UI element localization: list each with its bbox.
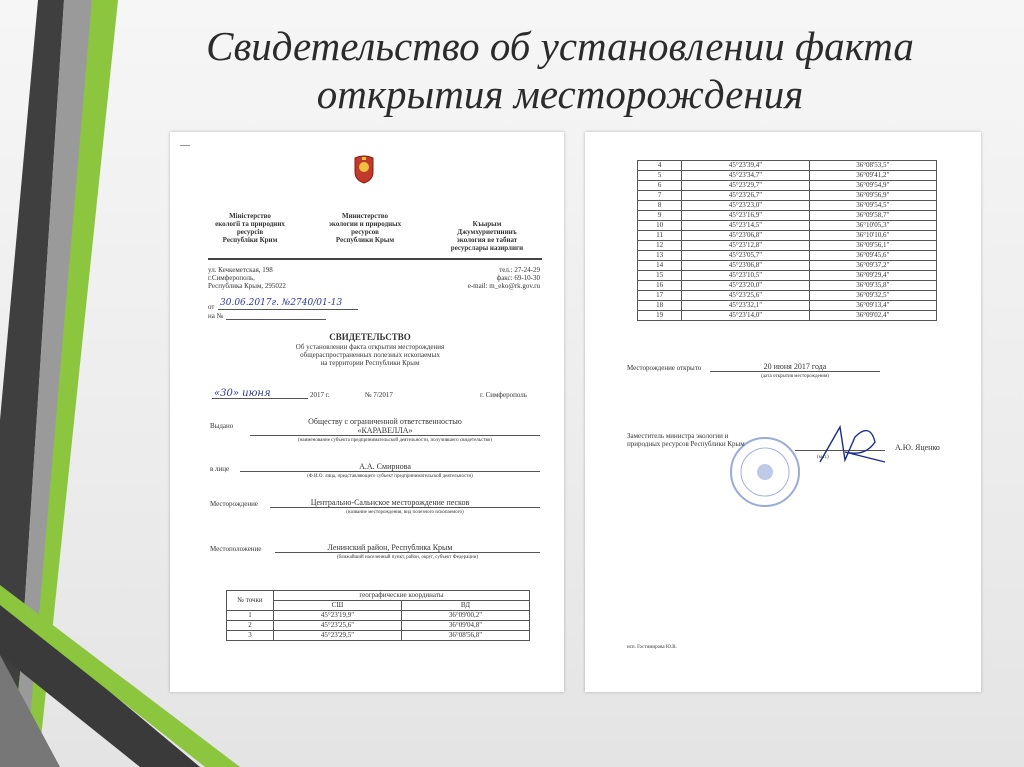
table-row bbox=[227, 611, 530, 621]
document-page-1 bbox=[170, 132, 564, 692]
table-header-row bbox=[227, 591, 530, 601]
cell-n: 17 bbox=[638, 291, 682, 301]
ref-label-na: на № bbox=[208, 312, 224, 320]
table-row bbox=[638, 251, 937, 261]
table-row bbox=[638, 271, 937, 281]
table-row bbox=[638, 231, 937, 241]
ministry-ua-l4: Республіки Крим bbox=[222, 236, 278, 244]
cell-lon: 36°09'54,9" bbox=[809, 181, 936, 191]
ministry-ua-l2: екології та природних bbox=[215, 220, 285, 228]
table-row bbox=[638, 301, 937, 311]
cell-lat: 45°23'05,7" bbox=[682, 251, 809, 261]
person-label: в лице bbox=[210, 465, 230, 473]
cell-lon: 36°09'29,4" bbox=[809, 271, 936, 281]
crimea-emblem-icon bbox=[353, 154, 375, 184]
ministry-ru-l1: Министерство bbox=[341, 212, 389, 220]
location-value: Ленинский район, Республика Крым bbox=[327, 543, 453, 552]
table-row bbox=[638, 311, 937, 321]
col-lon: ВД bbox=[401, 601, 529, 611]
cell-lat: 45°23'29,5" bbox=[274, 631, 402, 641]
ministry-crh-l4: ресурслары назирлиги bbox=[450, 244, 524, 252]
location-caption: (ближайший населенный пункт, район, округ, субъект Федерации) bbox=[336, 555, 479, 560]
cell-lon: 36°09'02,4" bbox=[809, 311, 936, 321]
date-line bbox=[212, 398, 308, 399]
table-row bbox=[638, 261, 937, 271]
deposit-line bbox=[270, 507, 540, 508]
header-rule bbox=[208, 258, 542, 260]
cell-lon: 36°09'35,8" bbox=[809, 281, 936, 291]
cell-n: 18 bbox=[638, 301, 682, 311]
date-year: 2017 г. bbox=[310, 391, 330, 399]
opened-value: 20 июня 2017 года bbox=[763, 362, 827, 371]
col-lat: СШ bbox=[274, 601, 402, 611]
doc-city: г. Симферополь bbox=[480, 391, 527, 399]
contact-email: e-mail: m_eko@rk.gov.ru bbox=[467, 282, 540, 290]
deposit-caption: (название месторождения, вид полезного ископаемого) bbox=[346, 510, 464, 515]
issued-caption: (наименование субъекта предпринимательской деятельности, получившего свидетельство) bbox=[298, 438, 492, 443]
location-label: Местоположение bbox=[210, 545, 262, 553]
cell-lat: 45°23'14,0" bbox=[682, 311, 809, 321]
doc-heading: СВИДЕТЕЛЬСТВО bbox=[329, 332, 411, 342]
ministry-crh-l2: Джумхуриетининъ bbox=[457, 228, 517, 236]
opened-line bbox=[710, 371, 880, 372]
table-row bbox=[638, 171, 937, 181]
table-row bbox=[638, 291, 937, 301]
cell-lat: 45°23'06,8" bbox=[682, 261, 809, 271]
contact-fax: факс: 69-10-30 bbox=[496, 274, 540, 282]
issued-label: Выдано bbox=[210, 422, 234, 430]
cell-lon: 36°09'45,6" bbox=[809, 251, 936, 261]
address-l3: Республика Крым, 295022 bbox=[208, 282, 286, 290]
address-l2: г.Симферополь, bbox=[208, 274, 255, 282]
cell-n: 15 bbox=[638, 271, 682, 281]
cell-lat: 45°23'25,6" bbox=[274, 621, 402, 631]
cell-n: 16 bbox=[638, 281, 682, 291]
coordinates-table-1 bbox=[226, 590, 530, 641]
ministry-ru-l2: экологии и природных bbox=[328, 220, 402, 228]
contact-tel: тел.: 27-24-29 bbox=[499, 266, 540, 274]
cell-lon: 36°09'32,5" bbox=[809, 291, 936, 301]
cell-n: 11 bbox=[638, 231, 682, 241]
cell-lat: 45°23'06,8" bbox=[682, 231, 809, 241]
person-line bbox=[240, 471, 540, 472]
cell-n: 1 bbox=[227, 611, 274, 621]
cell-lat: 45°23'14,5" bbox=[682, 221, 809, 231]
cell-lon: 36°09'37,2" bbox=[809, 261, 936, 271]
ref-na-line bbox=[226, 319, 326, 320]
table-row bbox=[638, 211, 937, 221]
table-row bbox=[638, 181, 937, 191]
table-row bbox=[638, 161, 937, 171]
cell-n: 5 bbox=[638, 171, 682, 181]
slide-title bbox=[150, 22, 970, 118]
coordinates-table-2 bbox=[637, 160, 937, 321]
cell-n: 4 bbox=[638, 161, 682, 171]
handwritten-signature-icon bbox=[815, 422, 895, 472]
cell-n: 10 bbox=[638, 221, 682, 231]
footer-note: исп. Гостимирова Ю.В. bbox=[627, 645, 677, 650]
opened-label: Месторождение открыто bbox=[627, 364, 702, 372]
cell-lat: 45°23'23,0" bbox=[682, 201, 809, 211]
ref-line bbox=[218, 309, 358, 310]
table-row bbox=[638, 201, 937, 211]
ref-handwritten: 30.06.2017г. №2740/01-13 bbox=[220, 298, 343, 308]
cell-n: 2 bbox=[227, 621, 274, 631]
subheading-l3: на территории Республики Крым bbox=[320, 359, 420, 367]
table-row bbox=[227, 621, 530, 631]
cell-lon: 36°08'53,5" bbox=[809, 161, 936, 171]
ministry-ua-l1: Міністерство bbox=[229, 212, 271, 220]
ministry-crh-l3: экология ве табиат bbox=[456, 236, 518, 244]
cell-n: 6 bbox=[638, 181, 682, 191]
cell-lat: 45°23'20,0" bbox=[682, 281, 809, 291]
page-dash: — bbox=[180, 140, 190, 151]
cell-lon: 36°09'04,8" bbox=[401, 621, 529, 631]
ministry-ru-l3: ресурсов bbox=[351, 228, 379, 236]
cell-lon: 36°10'05,3" bbox=[809, 221, 936, 231]
ministry-ru bbox=[315, 212, 415, 244]
cell-n: 3 bbox=[227, 631, 274, 641]
cell-lat: 45°23'29,7" bbox=[682, 181, 809, 191]
cell-lon: 36°09'56,1" bbox=[809, 241, 936, 251]
cell-lon: 36°10'10,6" bbox=[809, 231, 936, 241]
official-stamp-icon bbox=[725, 432, 805, 512]
address-l1: ул. Кечкеметская, 198 bbox=[208, 266, 273, 274]
cell-lat: 45°23'10,5" bbox=[682, 271, 809, 281]
slide-title-line2: открытия месторождения bbox=[316, 71, 804, 117]
ministry-ua-l3: ресурсів bbox=[236, 228, 264, 236]
cell-lat: 45°23'16,9" bbox=[682, 211, 809, 221]
table-row bbox=[638, 221, 937, 231]
cell-n: 19 bbox=[638, 311, 682, 321]
col-geo: географические координаты bbox=[274, 591, 530, 601]
address-block bbox=[208, 266, 286, 290]
col-point: № точки bbox=[227, 591, 274, 611]
slide-title-line1: Свидетельство об установлении факта bbox=[206, 23, 914, 69]
cell-lat: 45°23'19,9" bbox=[274, 611, 402, 621]
cell-n: 14 bbox=[638, 261, 682, 271]
contacts-block bbox=[460, 266, 540, 290]
document-page-2 bbox=[585, 132, 981, 692]
cell-lat: 45°23'32,1" bbox=[682, 301, 809, 311]
ministry-ru-l4: Республики Крым bbox=[335, 236, 395, 244]
signer-mp: (м.п.) bbox=[817, 455, 829, 460]
table-row bbox=[638, 191, 937, 201]
table-row bbox=[638, 281, 937, 291]
issued-value-l1: Обществу с ограниченной ответственностью bbox=[308, 417, 462, 426]
person-caption: (Ф.И.О. лица, представляющего субъект предпринимательской деятельности) bbox=[307, 474, 473, 479]
cell-lat: 45°23'26,7" bbox=[682, 191, 809, 201]
doc-subheading bbox=[260, 343, 480, 367]
date-handwritten: «30» июня bbox=[214, 388, 271, 399]
ministry-ua bbox=[200, 212, 300, 244]
ref-label-ot: от bbox=[208, 303, 215, 311]
issued-value-l2: «КАРАВЕЛЛА» bbox=[357, 426, 413, 435]
issued-value bbox=[265, 417, 505, 435]
signer-title-l2: природных ресурсов Республики Крым bbox=[627, 440, 745, 448]
coordinates-table-2-body bbox=[638, 161, 937, 321]
location-line bbox=[275, 552, 540, 553]
cell-lat: 45°23'12,8" bbox=[682, 241, 809, 251]
doc-number: № 7/2017 bbox=[365, 391, 393, 399]
issued-line bbox=[250, 435, 540, 436]
signer-name: А.Ю. Яценко bbox=[895, 443, 940, 452]
opened-caption: (дата открытия месторождения) bbox=[760, 374, 830, 379]
cell-lon: 36°09'54,5" bbox=[809, 201, 936, 211]
cell-lon: 36°08'56,8" bbox=[401, 631, 529, 641]
person-value: А.А. Смирнова bbox=[359, 462, 411, 471]
cell-lat: 45°23'25,6" bbox=[682, 291, 809, 301]
ministry-crh-l1: Къырым bbox=[472, 220, 502, 228]
cell-n: 9 bbox=[638, 211, 682, 221]
cell-lon: 36°09'58,7" bbox=[809, 211, 936, 221]
cell-lon: 36°09'41,2" bbox=[809, 171, 936, 181]
table-row bbox=[638, 241, 937, 251]
signer-title-l1: Заместитель министра экологии и bbox=[627, 432, 729, 440]
cell-n: 8 bbox=[638, 201, 682, 211]
cell-n: 12 bbox=[638, 241, 682, 251]
cell-lon: 36°09'13,4" bbox=[809, 301, 936, 311]
cell-lat: 45°23'34,7" bbox=[682, 171, 809, 181]
deposit-value: Центрально-Сальнское месторождение песков bbox=[310, 498, 470, 507]
deposit-label: Месторождение bbox=[210, 500, 258, 508]
cell-n: 7 bbox=[638, 191, 682, 201]
cell-lat: 45°23'39,4" bbox=[682, 161, 809, 171]
subheading-l1: Об установлении факта открытия месторождения bbox=[295, 343, 445, 351]
cell-lon: 36°09'56,9" bbox=[809, 191, 936, 201]
table-row bbox=[227, 631, 530, 641]
cell-lon: 36°09'00,2" bbox=[401, 611, 529, 621]
subheading-l2: общераспространенных полезных ископаемых bbox=[300, 351, 440, 359]
cell-n: 13 bbox=[638, 251, 682, 261]
ministry-crh bbox=[432, 220, 542, 252]
